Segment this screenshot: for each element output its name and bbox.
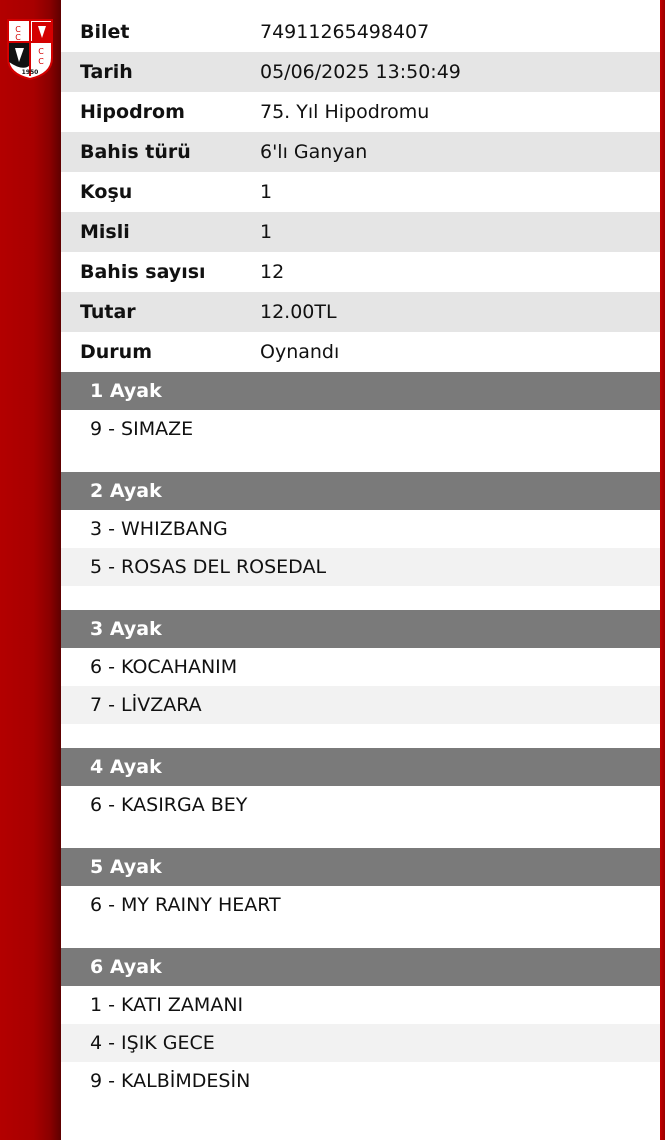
leg-header: 4 Ayak	[61, 748, 660, 786]
horse-row: 4 - IŞIK GECE	[61, 1024, 660, 1062]
info-value: Oynandı	[260, 341, 340, 363]
leg-header: 1 Ayak	[61, 372, 660, 410]
ticket-info-row	[61, 332, 660, 372]
ticket-info-table	[61, 12, 660, 372]
leg-spacer	[61, 824, 660, 848]
info-value: 12.00TL	[260, 301, 337, 323]
leg-section	[61, 372, 660, 472]
svg-text:C: C	[38, 47, 44, 56]
ticket-info-row	[61, 252, 660, 292]
leg-section	[61, 610, 660, 748]
info-label: Durum	[80, 341, 152, 363]
horse-row: 3 - WHIZBANG	[90, 518, 228, 540]
ticket-info-row	[61, 292, 660, 332]
legs-list	[61, 372, 660, 1124]
horse-row: 9 - KALBİMDESİN	[90, 1070, 251, 1092]
svg-text:C: C	[15, 25, 21, 34]
leg-header: 3 Ayak	[61, 610, 660, 648]
ticket-info-row	[61, 172, 660, 212]
info-value: 74911265498407	[260, 21, 430, 43]
info-label: Hipodrom	[80, 101, 185, 123]
leg-spacer	[61, 1100, 660, 1124]
leg-spacer	[61, 448, 660, 472]
leg-section	[61, 748, 660, 848]
ticket-info-row	[61, 52, 660, 92]
horse-row: 9 - SIMAZE	[90, 418, 194, 440]
leg-header: 2 Ayak	[61, 472, 660, 510]
leg-section	[61, 472, 660, 610]
info-label: Tutar	[80, 301, 136, 323]
horse-row: 6 - KASIRGA BEY	[90, 794, 248, 816]
svg-text:C: C	[15, 33, 21, 42]
horse-row: 1 - KATI ZAMANI	[90, 994, 244, 1016]
ticket-info-row	[61, 92, 660, 132]
club-logo-icon	[6, 18, 54, 80]
info-label: Tarih	[80, 61, 133, 83]
leg-spacer	[61, 586, 660, 610]
ticket-info-row	[61, 12, 660, 52]
info-value: 1	[260, 181, 273, 203]
info-value: 1	[260, 221, 273, 243]
info-value: 05/06/2025 13:50:49	[260, 61, 461, 83]
leg-header: 6 Ayak	[61, 948, 660, 986]
horse-row: 5 - ROSAS DEL ROSEDAL	[61, 548, 660, 586]
info-label: Bahis türü	[80, 141, 191, 163]
leg-section	[61, 948, 660, 1124]
svg-text:C: C	[38, 57, 44, 66]
info-value: 6'lı Ganyan	[260, 141, 368, 163]
right-edge-bar	[660, 0, 665, 1140]
horse-row: 6 - KOCAHANIM	[90, 656, 238, 678]
horse-row: 7 - LİVZARA	[61, 686, 660, 724]
logo-year: 1950	[21, 69, 39, 76]
left-sidebar	[0, 0, 61, 1140]
ticket-info-row	[61, 212, 660, 252]
info-label: Bilet	[80, 21, 130, 43]
info-value: 75. Yıl Hipodromu	[260, 101, 430, 123]
leg-header: 5 Ayak	[61, 848, 660, 886]
leg-section	[61, 848, 660, 948]
info-value: 12	[260, 261, 285, 283]
leg-spacer	[61, 924, 660, 948]
horse-row: 6 - MY RAINY HEART	[90, 894, 281, 916]
info-label: Bahis sayısı	[80, 261, 206, 283]
ticket-info-row	[61, 132, 660, 172]
info-label: Koşu	[80, 181, 133, 203]
info-label: Misli	[80, 221, 130, 243]
ticket-detail	[61, 12, 660, 1124]
leg-spacer	[61, 724, 660, 748]
